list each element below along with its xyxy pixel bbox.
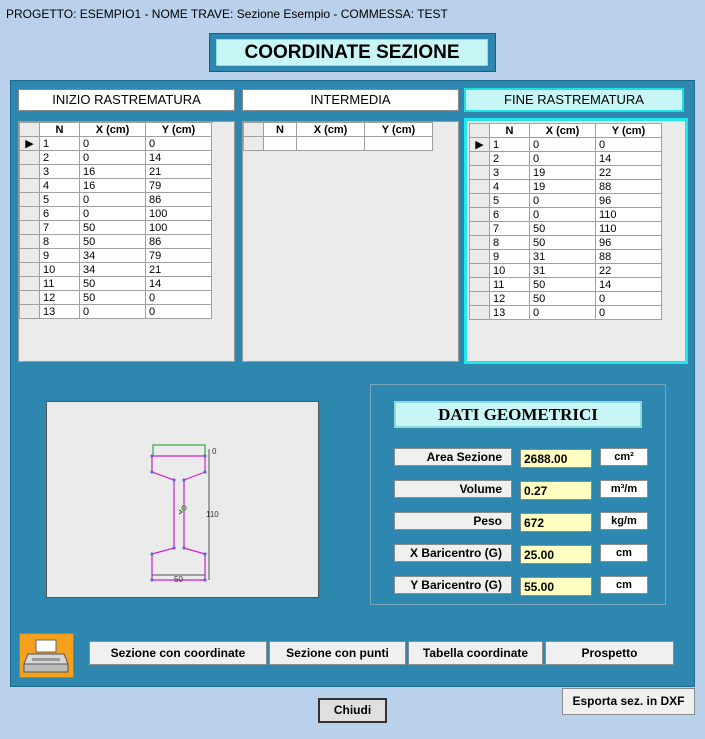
table-row[interactable] bbox=[20, 305, 212, 319]
table-row[interactable] bbox=[20, 165, 212, 179]
row-selector[interactable] bbox=[20, 179, 40, 193]
volume-value[interactable]: 0.27 bbox=[520, 481, 592, 500]
row-selector[interactable] bbox=[20, 221, 40, 235]
cell-y[interactable]: 110 bbox=[596, 208, 662, 222]
fine-grid[interactable] bbox=[464, 118, 688, 364]
cell-y[interactable]: 86 bbox=[146, 235, 212, 249]
cell-x[interactable]: 50 bbox=[530, 222, 596, 236]
fine-table[interactable] bbox=[469, 123, 662, 320]
cell-x[interactable]: 19 bbox=[530, 166, 596, 180]
dati-title: DATI GEOMETRICI bbox=[394, 401, 642, 428]
table-row[interactable] bbox=[470, 292, 662, 306]
inizio-table[interactable] bbox=[19, 122, 212, 319]
intermedia-table[interactable] bbox=[243, 122, 433, 151]
cell-x[interactable]: 34 bbox=[80, 249, 146, 263]
cell-x[interactable]: 16 bbox=[80, 179, 146, 193]
cell-x[interactable]: 50 bbox=[530, 292, 596, 306]
area-label: Area Sezione bbox=[394, 448, 512, 466]
cell-y[interactable]: 96 bbox=[596, 236, 662, 250]
table-row[interactable] bbox=[20, 207, 212, 221]
cell-y[interactable]: 0 bbox=[596, 306, 662, 320]
cell-y[interactable]: 14 bbox=[596, 278, 662, 292]
cell-n[interactable]: 12 bbox=[490, 292, 530, 306]
peso-value[interactable]: 672 bbox=[520, 513, 592, 532]
table-row[interactable] bbox=[20, 193, 212, 207]
cell-n[interactable]: 2 bbox=[40, 151, 80, 165]
y-baricentro-unit: cm bbox=[600, 576, 648, 594]
fine-header[interactable]: FINE RASTREMATURA bbox=[464, 88, 684, 112]
intermedia-header: INTERMEDIA bbox=[242, 89, 459, 111]
table-row[interactable] bbox=[470, 264, 662, 278]
cell-y[interactable]: 110 bbox=[596, 222, 662, 236]
height-dimension-label: 110 bbox=[206, 510, 219, 519]
width-dimension-label: 50 bbox=[174, 575, 183, 584]
cell-x[interactable]: 50 bbox=[530, 278, 596, 292]
table-row[interactable] bbox=[470, 166, 662, 180]
table-row[interactable] bbox=[470, 222, 662, 236]
cell-y[interactable]: 96 bbox=[596, 194, 662, 208]
cell-y[interactable]: 14 bbox=[596, 152, 662, 166]
cell-x[interactable]: 0 bbox=[530, 138, 596, 152]
axis-arrow-icon bbox=[179, 510, 182, 514]
new-row-cell[interactable] bbox=[297, 137, 365, 151]
cell-n[interactable]: 11 bbox=[490, 278, 530, 292]
cell-y[interactable]: 100 bbox=[146, 207, 212, 221]
x-baricentro-label: X Baricentro (G) bbox=[394, 544, 512, 562]
cell-n[interactable]: 13 bbox=[40, 305, 80, 319]
row-selector[interactable] bbox=[470, 222, 490, 236]
cell-n[interactable]: 10 bbox=[40, 263, 80, 277]
current-row-indicator[interactable]: ▶ bbox=[470, 138, 490, 152]
table-row[interactable] bbox=[20, 179, 212, 193]
new-row-selector[interactable] bbox=[244, 137, 264, 151]
cell-x[interactable]: 0 bbox=[80, 193, 146, 207]
row-selector[interactable] bbox=[470, 208, 490, 222]
table-row[interactable] bbox=[470, 152, 662, 166]
cell-n[interactable]: 13 bbox=[490, 306, 530, 320]
cell-y[interactable]: 22 bbox=[596, 264, 662, 278]
y-baricentro-value[interactable]: 55.00 bbox=[520, 577, 592, 596]
row-selector[interactable] bbox=[20, 235, 40, 249]
table-row[interactable] bbox=[20, 151, 212, 165]
peso-label: Peso bbox=[394, 512, 512, 530]
y-baricentro-label: Y Baricentro (G) bbox=[394, 576, 512, 594]
cell-y[interactable]: 0 bbox=[146, 291, 212, 305]
cell-n[interactable]: 5 bbox=[490, 194, 530, 208]
cell-n[interactable]: 9 bbox=[40, 249, 80, 263]
cell-n[interactable]: 8 bbox=[40, 235, 80, 249]
row-selector[interactable] bbox=[470, 306, 490, 320]
row-selector[interactable] bbox=[20, 305, 40, 319]
cell-x[interactable]: 0 bbox=[530, 306, 596, 320]
table-row[interactable] bbox=[470, 194, 662, 208]
cell-x[interactable]: 0 bbox=[80, 305, 146, 319]
current-row-indicator[interactable]: ▶ bbox=[20, 137, 40, 151]
cell-x[interactable]: 34 bbox=[80, 263, 146, 277]
row-selector-header bbox=[244, 123, 264, 137]
top-dimension-label: 0 bbox=[212, 447, 217, 456]
cell-n[interactable]: 5 bbox=[40, 193, 80, 207]
cell-y[interactable]: 0 bbox=[596, 292, 662, 306]
cell-x[interactable]: 0 bbox=[80, 207, 146, 221]
cell-y[interactable]: 0 bbox=[146, 137, 212, 151]
page-title: COORDINATE SEZIONE bbox=[216, 39, 488, 66]
table-row[interactable] bbox=[470, 278, 662, 292]
tabella-coordinate-button[interactable]: Tabella coordinate bbox=[408, 641, 543, 665]
cell-n[interactable]: 4 bbox=[490, 180, 530, 194]
table-row[interactable] bbox=[20, 221, 212, 235]
chiudi-button[interactable]: Chiudi bbox=[318, 698, 387, 723]
col-x[interactable]: X (cm) bbox=[80, 123, 146, 137]
table-row[interactable] bbox=[20, 277, 212, 291]
cell-n[interactable]: 8 bbox=[490, 236, 530, 250]
cell-n[interactable]: 3 bbox=[40, 165, 80, 179]
window-title: PROGETTO: ESEMPIO1 - NOME TRAVE: Sezione Esempio - COMMESSA: TEST bbox=[6, 7, 448, 21]
cell-n[interactable]: 10 bbox=[490, 264, 530, 278]
cell-x[interactable]: 50 bbox=[80, 235, 146, 249]
col-y[interactable]: Y (cm) bbox=[596, 124, 662, 138]
cell-x[interactable]: 31 bbox=[530, 250, 596, 264]
table-row[interactable] bbox=[20, 291, 212, 305]
row-selector[interactable] bbox=[20, 151, 40, 165]
cell-x[interactable]: 50 bbox=[80, 277, 146, 291]
row-selector[interactable] bbox=[470, 236, 490, 250]
cell-n[interactable]: 12 bbox=[40, 291, 80, 305]
table-row[interactable] bbox=[470, 306, 662, 320]
area-unit: cm² bbox=[600, 448, 648, 466]
section-outline bbox=[152, 456, 205, 580]
prospetto-button[interactable]: Prospetto bbox=[545, 641, 674, 665]
row-selector[interactable] bbox=[470, 264, 490, 278]
volume-label: Volume bbox=[394, 480, 512, 498]
cell-y[interactable]: 79 bbox=[146, 179, 212, 193]
cell-x[interactable]: 0 bbox=[80, 151, 146, 165]
page-header bbox=[209, 33, 496, 72]
cell-x[interactable]: 16 bbox=[80, 165, 146, 179]
table-row[interactable] bbox=[470, 138, 662, 152]
section-preview bbox=[46, 401, 319, 598]
table-row[interactable] bbox=[470, 236, 662, 250]
area-value[interactable]: 2688.00 bbox=[520, 449, 592, 468]
printer-icon bbox=[20, 634, 73, 677]
row-selector[interactable] bbox=[470, 152, 490, 166]
row-selector-header bbox=[20, 123, 40, 137]
cell-y[interactable]: 21 bbox=[146, 263, 212, 277]
volume-unit: m³/m bbox=[600, 480, 648, 498]
cell-n[interactable]: 11 bbox=[40, 277, 80, 291]
col-y[interactable]: Y (cm) bbox=[146, 123, 212, 137]
table-row[interactable] bbox=[470, 180, 662, 194]
cell-y[interactable]: 21 bbox=[146, 165, 212, 179]
cell-x[interactable]: 50 bbox=[80, 291, 146, 305]
table-row[interactable] bbox=[470, 250, 662, 264]
row-selector[interactable] bbox=[20, 291, 40, 305]
new-row-cell[interactable] bbox=[264, 137, 297, 151]
cell-y[interactable]: 22 bbox=[596, 166, 662, 180]
x-baricentro-value[interactable]: 25.00 bbox=[520, 545, 592, 564]
cell-n[interactable]: 4 bbox=[40, 179, 80, 193]
row-selector[interactable] bbox=[470, 278, 490, 292]
cell-n[interactable]: 3 bbox=[490, 166, 530, 180]
table-row[interactable] bbox=[20, 235, 212, 249]
row-selector[interactable] bbox=[470, 166, 490, 180]
col-x[interactable]: X (cm) bbox=[530, 124, 596, 138]
col-y[interactable]: Y (cm) bbox=[365, 123, 433, 137]
row-selector[interactable] bbox=[470, 180, 490, 194]
col-n[interactable]: N bbox=[40, 123, 80, 137]
sezione-punti-button[interactable]: Sezione con punti bbox=[269, 641, 406, 665]
intermedia-grid[interactable] bbox=[242, 121, 459, 362]
cell-y[interactable]: 88 bbox=[596, 250, 662, 264]
esporta-dxf-button[interactable]: Esporta sez. in DXF bbox=[562, 688, 695, 715]
col-x[interactable]: X (cm) bbox=[297, 123, 365, 137]
cell-x[interactable]: 0 bbox=[530, 208, 596, 222]
section-vertices bbox=[150, 454, 206, 581]
x-baricentro-unit: cm bbox=[600, 544, 648, 562]
table-row[interactable] bbox=[20, 137, 212, 151]
cell-x[interactable]: 19 bbox=[530, 180, 596, 194]
cell-y[interactable]: 14 bbox=[146, 277, 212, 291]
cell-x[interactable]: 31 bbox=[530, 264, 596, 278]
print-button[interactable] bbox=[19, 633, 74, 678]
table-row[interactable] bbox=[470, 208, 662, 222]
cell-y[interactable]: 79 bbox=[146, 249, 212, 263]
cell-n[interactable]: 7 bbox=[40, 221, 80, 235]
row-selector-header bbox=[470, 124, 490, 138]
sezione-coordinate-button[interactable]: Sezione con coordinate bbox=[89, 641, 267, 665]
new-row-cell[interactable] bbox=[365, 137, 433, 151]
row-selector[interactable] bbox=[20, 193, 40, 207]
cell-n[interactable]: 7 bbox=[490, 222, 530, 236]
inizio-header: INIZIO RASTREMATURA bbox=[18, 89, 235, 111]
cell-n[interactable]: 1 bbox=[40, 137, 80, 151]
section-drawing bbox=[47, 402, 318, 597]
cell-y[interactable]: 100 bbox=[146, 221, 212, 235]
table-row[interactable] bbox=[20, 249, 212, 263]
row-selector[interactable] bbox=[20, 263, 40, 277]
cell-y[interactable]: 0 bbox=[146, 305, 212, 319]
cell-y[interactable]: 86 bbox=[146, 193, 212, 207]
cell-n[interactable]: 6 bbox=[40, 207, 80, 221]
cell-n[interactable]: 6 bbox=[490, 208, 530, 222]
row-selector[interactable] bbox=[20, 249, 40, 263]
row-selector[interactable] bbox=[470, 292, 490, 306]
row-selector[interactable] bbox=[20, 277, 40, 291]
col-n[interactable]: N bbox=[490, 124, 530, 138]
table-row[interactable] bbox=[20, 263, 212, 277]
dati-geometrici-panel bbox=[370, 384, 666, 605]
cell-y[interactable]: 88 bbox=[596, 180, 662, 194]
row-selector[interactable] bbox=[20, 207, 40, 221]
cell-y[interactable]: 0 bbox=[596, 138, 662, 152]
cell-x[interactable]: 50 bbox=[80, 221, 146, 235]
cell-x[interactable]: 0 bbox=[530, 152, 596, 166]
peso-unit: kg/m bbox=[600, 512, 648, 530]
cell-y[interactable]: 14 bbox=[146, 151, 212, 165]
top-flange-outline bbox=[153, 445, 205, 456]
row-selector[interactable] bbox=[470, 250, 490, 264]
col-n[interactable]: N bbox=[264, 123, 297, 137]
cell-x[interactable]: 0 bbox=[530, 194, 596, 208]
cell-n[interactable]: 1 bbox=[490, 138, 530, 152]
cell-x[interactable]: 50 bbox=[530, 236, 596, 250]
inizio-grid[interactable] bbox=[18, 121, 235, 362]
title-bar bbox=[0, 0, 705, 28]
cell-n[interactable]: 2 bbox=[490, 152, 530, 166]
row-selector[interactable] bbox=[470, 194, 490, 208]
cell-x[interactable]: 0 bbox=[80, 137, 146, 151]
cell-n[interactable]: 9 bbox=[490, 250, 530, 264]
row-selector[interactable] bbox=[20, 165, 40, 179]
